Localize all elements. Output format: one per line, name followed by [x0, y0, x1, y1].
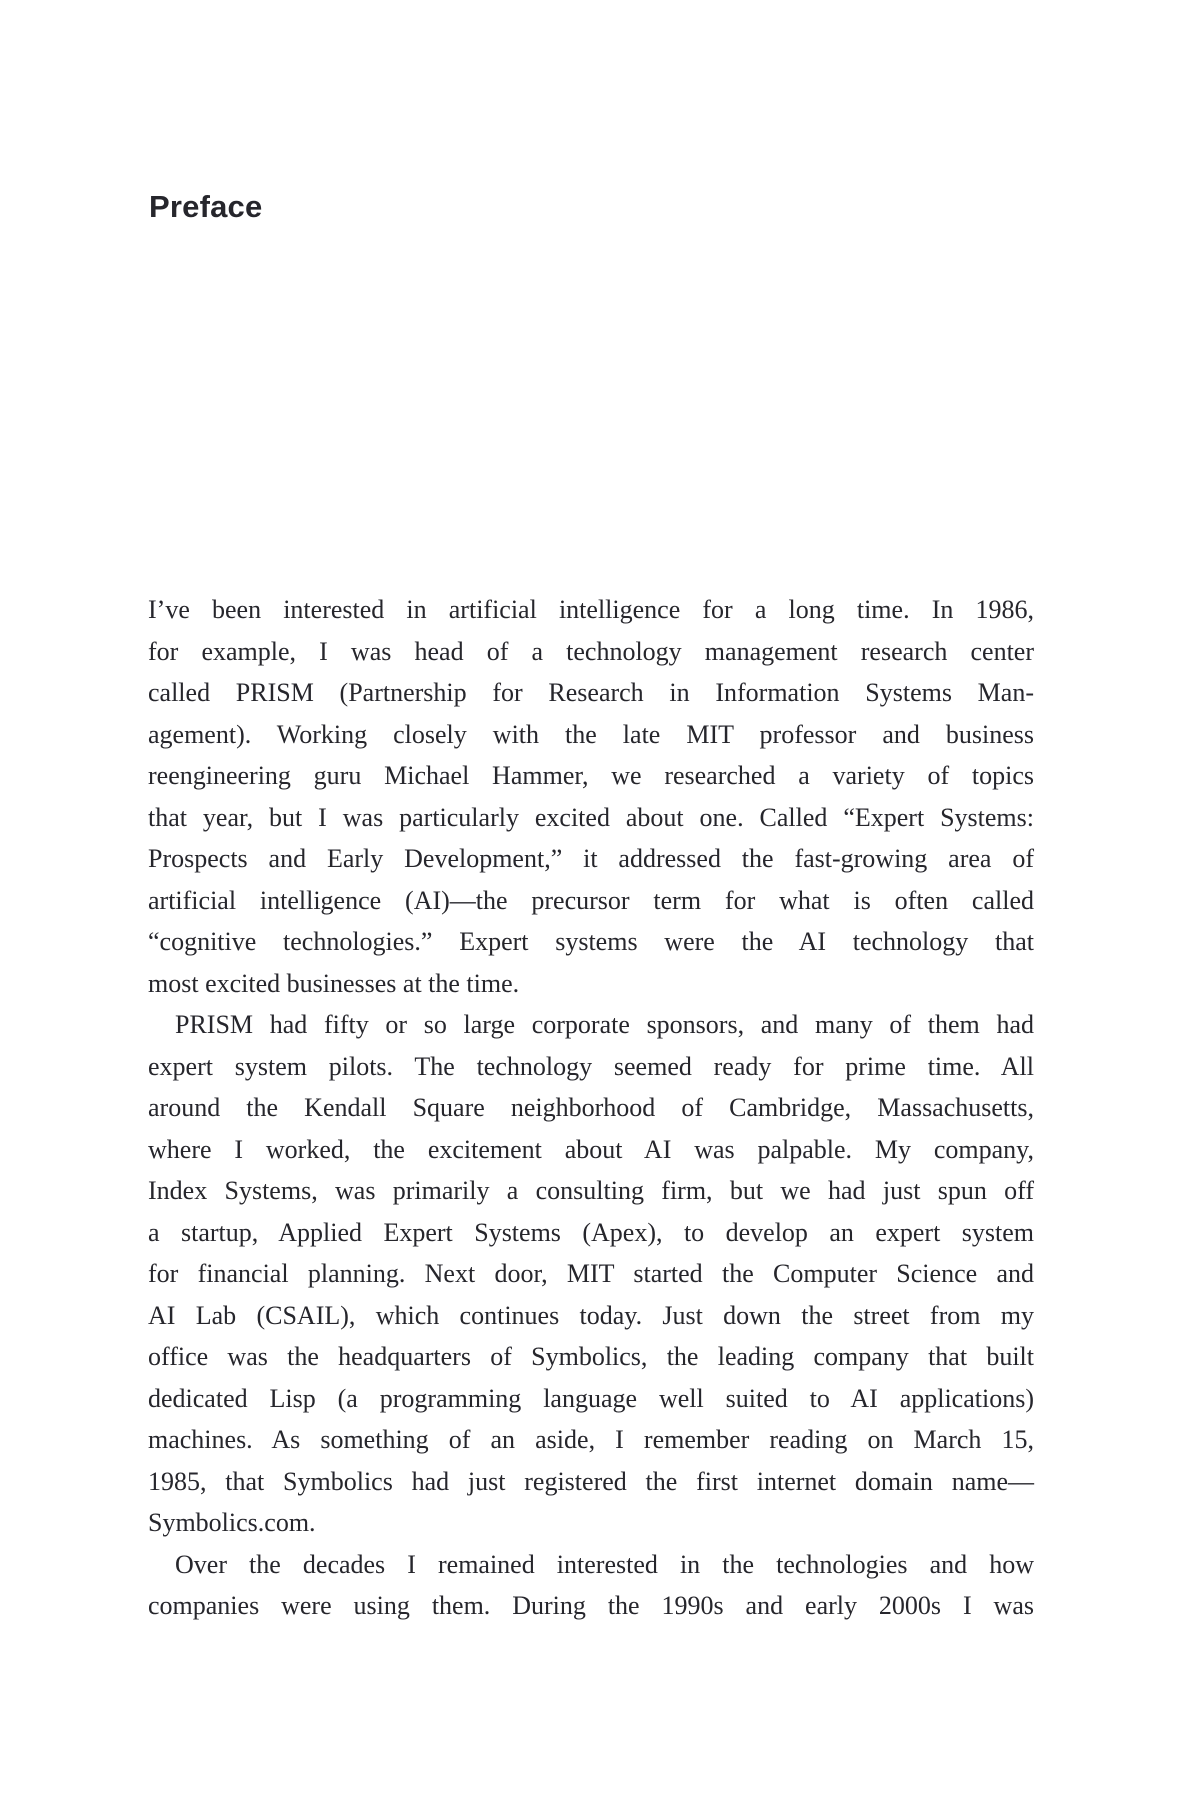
- text-line: machines. As something of an aside, I remember reading on March 15,: [148, 1425, 1034, 1454]
- paragraph: [148, 589, 1034, 1004]
- text-line: Prospects and Early Development,” it addressed the fast-growing area of: [148, 844, 1034, 873]
- text-line: most excited businesses at the time.: [148, 968, 520, 998]
- page-heading: Preface: [149, 189, 263, 224]
- paragraph: [148, 1544, 1034, 1627]
- text-line: AI Lab (CSAIL), which continues today. Just down the street from my: [148, 1300, 1034, 1330]
- text-line: around the Kendall Square neighborhood of Cambridge, Massachusetts,: [148, 1093, 1034, 1122]
- text-line: Index Systems, was primarily a consulting firm, but we had just spun off: [148, 1176, 1034, 1205]
- text-line: where I worked, the excitement about AI was palpable. My company,: [148, 1134, 1034, 1164]
- text-line: dedicated Lisp (a programming language well suited to AI applications): [148, 1383, 1034, 1413]
- text-line: PRISM had fifty or so large corporate sponsors, and many of them had: [175, 1010, 1034, 1039]
- text-line: agement). Working closely with the late MIT professor and business: [148, 719, 1034, 749]
- text-line: Over the decades I remained interested in the technologies and how: [175, 1549, 1034, 1579]
- text-line: for financial planning. Next door, MIT started the Computer Science and: [148, 1259, 1034, 1288]
- text-line: “cognitive technologies.” Expert systems were the AI technology that: [148, 927, 1034, 956]
- paragraph: [148, 1004, 1034, 1544]
- text-line: a startup, Applied Expert Systems (Apex), to develop an expert system: [148, 1217, 1034, 1247]
- text-line: Symbolics.com.: [148, 1508, 316, 1537]
- text-line: that year, but I was particularly excited about one. Called “Expert Systems:: [148, 802, 1034, 832]
- text-line: for example, I was head of a technology management research center: [148, 636, 1034, 666]
- text-line: called PRISM (Partnership for Research in Information Systems Man-: [148, 678, 1034, 707]
- text-line: I’ve been interested in artificial intelligence for a long time. In 1986,: [148, 595, 1034, 624]
- body-text: [148, 589, 1034, 1627]
- text-line: office was the headquarters of Symbolics, the leading company that built: [148, 1342, 1034, 1371]
- text-line: companies were using them. During the 1990s and early 2000s I was: [148, 1591, 1034, 1620]
- text-line: artificial intelligence (AI)—the precursor term for what is often called: [148, 885, 1034, 915]
- text-line: 1985, that Symbolics had just registered the first internet domain name—: [148, 1466, 1034, 1496]
- text-line: reengineering guru Michael Hammer, we researched a variety of topics: [148, 761, 1034, 790]
- text-line: expert system pilots. The technology seemed ready for prime time. All: [148, 1051, 1034, 1081]
